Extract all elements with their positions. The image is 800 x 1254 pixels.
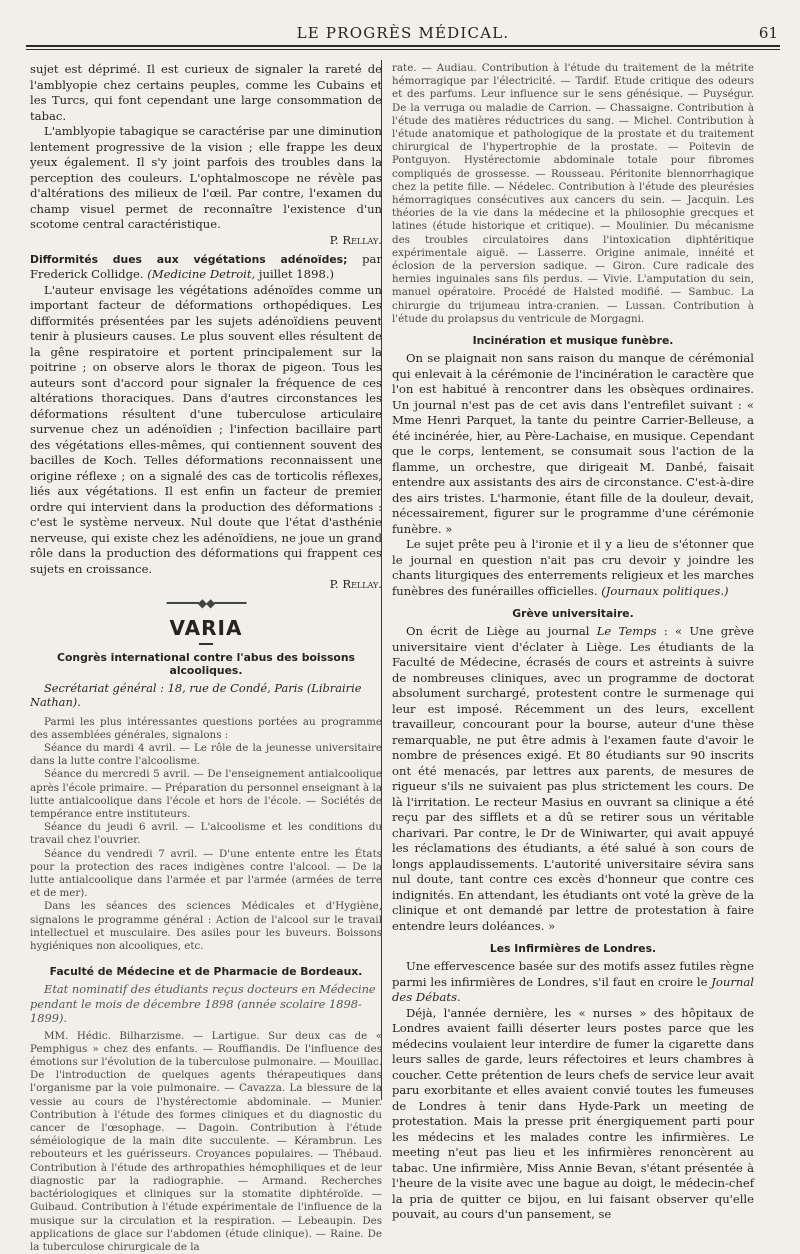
paragraph-greve [392, 624, 754, 934]
paragraph-incineration-2 [392, 537, 754, 599]
ornament-divider: ━━━━━◆◆━━━━━ [166, 596, 246, 610]
paragraph-infirmieres-2: Déjà, l'année dernière, les « nurses » des hôpitaux de Londres avaient failli déserter leurs postes parce que les médecins voulaient leur interdire de fumer la cigarette dans leurs salles de garde, leurs réfectoires et leurs chambres à coucher. Cette prétention de leurs chefs de service leur avait paru exorbitante et elles avaient convié toutes les fumeuses de Londres à tenir dans Hyde-Park un meeting de protestation. Mais la presse prit énergiquement parti pour les médecins et les malades contre les infirmières. Le meeting n'eut pas lieu et les infirmières renoncèrent au tabac. Une infirmière, Miss Annie Bevan, s'étant présentée à l'heure de la visite avec une bague au doigt, le médecin-chef la pria de quitter ce bijou, en lui faisant observer qu'elle pouvait, au cours d'un pansement, se [392, 1005, 754, 1222]
page-number: 61 [758, 24, 778, 42]
paragraph-seance-jeudi: Séance du jeudi 6 avril. — L'alcoolisme et les conditions du travail chez l'ouvrier. [30, 821, 382, 847]
signature: P. Rellay. [329, 232, 382, 247]
section-heading-incineration: Incinération et musique funèbre. [472, 334, 674, 348]
paragraph-theses-continued: rate. — Audiau. Contribution à l'étude du traitement de la métrite hémorragique par l'électricité. — Tardif. Etude critique des odeurs et des parfums. Leur influence sur le sens génésique. — Puységur. De la verruga ou maladie de Carrion. — Chassaigne. Contribution à l'étude des matières réductrices du sang. — Michel. Contribution à l'étude anatomique et pathologique de la prostate et du traitement chirurgical de l'hypertrophie de la prostate. — Poitevin de Pontguyon. Hystérectomie abdominale totale pour fibromes compliqués de grossesse. — Rousseau. Péritonite blennorrhagique chez la petite fille. — Nédelec. Contribution à l'étude des pleurésies hémorragiques consécutives aux cancers du sein. — Jacquin. Les théories de la vie dans la médecine et la philosophie grecques et latines (étude historique et critique). — Moulinier. Du mécanisme des troubles circulatoires dans l'intoxication diphtéritique expérimentale aiguë. — Lasserre. Origine animale, innéité et éclosion de la perversion sadique. — Giron. Cure radicale des hernies inguinales sans fils perdus. — Vivie. L'amputation du sein, manuel opératoire. Procédé de Halsted modifié. — Sambuc. La chirurgie du trijumeau intra-cranien. — Lussan. Contribution à l'étude du prolapsus du ventricule de Morgagni. [392, 62, 754, 325]
paragraph-seance-mercredi: Séance du mercredi 5 avril. — De l'enseignement antialcoolique après l'école primaire. — Préparation du personnel enseignant à la lutte antialcoolique dans l'école et hors de l'école. — Sociétés de tempérance entre instituteurs. [30, 768, 382, 820]
signature: P. Rellay. [329, 577, 382, 591]
paragraph-infirmieres-1 [392, 959, 754, 1006]
header-rule-thin [26, 49, 780, 50]
paragraph-amblyopie: L'amblyopie tabagique se caractérise par une diminution lentement progressive de la vision ; elle frappe les deux yeux également. Il s'y joint parfois des troubles dans la perception des couleurs. L'ophtalmoscope ne révèle pas d'altérations des milieux de l'œil. Par contre, l'examen du champ visuel permet de reconnaître l'existence d'un scotome central caractéristique. [30, 124, 382, 231]
greve-text-body: : « Une grève universitaire vient d'éclater à Liège. Les étudiants de la Faculté de Médecine, écrasés de cours et astreints à suivre de nombreuses cliniques, avec un programme de doctorat absolument surchargé, protestent contre le surmenage qui leur est imposé. Récemment un des leurs, excellent travailleur, concourant pour la bourse, auteur d'une thèse remarquable, ne put être admis à l'examen faute d'avoir le nombre de présences exigé. Et 80 étudiants sur 90 inscrits ont été menacés, par lettres aux parents, de mesures de rigueur s'ils ne suivaient pas plus strictement les cours. De là l'irritation. Le recteur Masius en ouvrant sa clinique a été reçu par des sifflets et a dû se retirer sous un véritable charivari. Par contre, le Dr de Winiwarter, qui avait appuyé les réclamations des étudiants, a été salué à son cours de longs applaudissements. L'autorité universitaire sévira sans nul doute, tant contre ces excès d'honneur que contre ces indignités. En attendant, les étudiants ont voté la grève de la clinique et ont demandé par lettre de protestation à faire entendre leurs doléances. » [392, 624, 755, 933]
paragraph-seance-mardi: Séance du mardi 4 avril. — Le rôle de la jeunesse universitaire dans la lutte contre l'alcoolisme. [30, 741, 382, 768]
etat-nominatif: Etat nominatif des étudiants reçus docteurs en Médecine pendant le mois de décembre 1898 (année scolaire 1898-1899). [30, 982, 376, 1026]
section-title-varia: VARIA [169, 616, 243, 640]
paragraph-questions: Parmi les plus intéressantes questions portées au programme des assemblées générales, signalons : [30, 715, 382, 741]
bibliography-entry [30, 252, 382, 283]
paragraph-intro: sujet est déprimé. Il est curieux de signaler la rareté de l'amblyopie chez certains peuples, comme les Cubains et les Turcs, qui font cependant une large consommation de tabac. [30, 62, 382, 123]
greve-text-start: On écrit de Liège au journal [406, 624, 597, 639]
page-header [26, 24, 780, 44]
paragraph-vegetations: L'auteur envisage les végétations adénoïdes comme un important facteur de déformations orthopédiques. Les difformités présentées par les sujets adénoïdiens peuvent tenir à plusieurs causes. Le plus souvent elles résultent de la gêne respiratoire et portent principalement sur la poitrine ; on observe alors le thorax de pigeon. Tous les auteurs sont d'accord pour signaler la fréquence de ces altérations thoraciques. Dans d'autres circonstances les déformations résultent d'une tuberculose articulaire survenue chez un adénoïdien ; l'infection bacillaire part des végétations elles-mêmes, qui contiennent souvent des bacilles de Koch. Telles déformations reconnaissent une origine réflexe ; on a signalé des cas de torticolis réflexes, liés aux végétations. Il est enfin un facteur de premier ordre qui intervient dans la production des déformations : c'est le système nerveux. Nul doute que l'état d'asthénie nerveuse, qui existe chez les adénoïdiens, ne joue un grand rôle dans la production des déformations qui frappent ces sujets en croissance. [30, 282, 382, 576]
section-heading-greve: Grève universitaire. [512, 607, 634, 621]
article-date: juillet 1898.) [255, 267, 335, 281]
infirmieres-journal: Journal des Débats. [392, 974, 754, 1005]
section-heading-faculte: Faculté de Médecine et de Pharmacie de Bordeaux. [49, 965, 363, 979]
incineration-source: (Journaux politiques.) [601, 583, 729, 598]
article-title: Difformités dues aux végétations adénoïdes; [30, 252, 348, 266]
incineration-text: Le sujet prête peu à l'ironie et il y a lieu de s'étonner que le journal en question n'ait pas cru devoir y joindre les chants liturgiques des enterrements religieux et les marches funèbres des funérailles officielles. [392, 537, 754, 598]
greve-journal: Le Temps [596, 624, 657, 639]
short-rule [199, 643, 213, 645]
article-author: par Frederick Collidge. [30, 251, 383, 281]
paragraph-theses-list: MM. Hédic. Bilharzisme. — Lartigue. Sur deux cas de « Pemphigus » chez des enfants. — Rouffiandis. De l'influence des émotions sur l'évolution de la tuberculose pulmonaire. — Mouillac. De l'introduction de quelques agents thérapeutiques dans l'organisme par la voie pulmonaire. — Cavazza. La blessure de la vessie au cours de l'hystérectomie abdominale. — Munier. Contribution à l'étude des formes cliniques et du diagnostic du cancer de l'œsophage. — Dagoin. Contribution à l'étude séméiologique de la main dite succulente. — Kérambrun. Les rebouteurs et les guérisseurs. Croyances populaires. — Thébaud. Contribution à l'étude des arthropathies hémophiliques et de leur diagnostic par la radiographie. — Armand. Recherches bactériologiques et cliniques sur la stomatite diphtéroïde. — Guibaud. Contribution à l'étude expérimentale de l'influence de la musique sur la circulation et la respiration. — Lebeaupin. Des applications de glace sur l'abdomen (étude clinique). — Raine. De la tuberculose chirurgicale de la [30, 1029, 382, 1253]
paragraph-incineration-1: On se plaignait non sans raison du manque de cérémonial qui enlevait à la cérémonie de l'incinération le caractère que l'on est habitué à rencontrer dans les obsèques ordinaires. Un journal n'est pas de cet avis dans l'entrefilet suivant : « Mme Henri Parquet, la tante du peintre Carrier-Belleuse, a été incinérée, hier, au Père-Lachaise, en musique. Cependant que le corps, lentement, se consumait sous l'action de la flamme, un orchestre, que dirigeait M. Danbé, faisait entendre aux assistants des airs de circonstance. C'est-à-dire des airs tristes. L'harmonie, étant fille de la douleur, devait, nécessairement, figurer sur le programme d'une cérémonie funèbre. » [392, 351, 754, 536]
section-heading-infirmieres: Les Infirmières de Londres. [489, 942, 657, 956]
journal-title: LE PROGRÈS MÉDICAL. [296, 24, 510, 42]
header-rule [26, 45, 780, 47]
left-column [30, 62, 382, 1254]
paragraph-seance-vendredi: Séance du vendredi 7 avril. — D'une entente entre les États pour la protection des races indigènes contre l'alcool. — De la lutte antialcoolique dans l'armée et par l'armée (armées de terre et de mer). [30, 847, 382, 900]
section-heading-congres: Congrès international contre l'abus des boissons alcooliques. [57, 650, 355, 677]
infirmieres-text: Une effervescence basée sur des motifs assez futiles règne parmi les infirmières de Londres, s'il faut en croire le [392, 959, 754, 989]
article-journal: (Medicine Detroit, [147, 267, 256, 281]
paragraph-seances-hygiene: Dans les séances des sciences Médicales et d'Hygiène, signalons le programme général : Action de l'alcool sur le travail intellectuel et musculaire. Des asiles pour les buveurs. Boissons hygiéniques non alcooliques, etc. [30, 900, 382, 952]
right-column [392, 62, 754, 1223]
secretariat-line: Secrétariat général : 18, rue de Condé, Paris (Librairie Nathan). [30, 680, 362, 709]
